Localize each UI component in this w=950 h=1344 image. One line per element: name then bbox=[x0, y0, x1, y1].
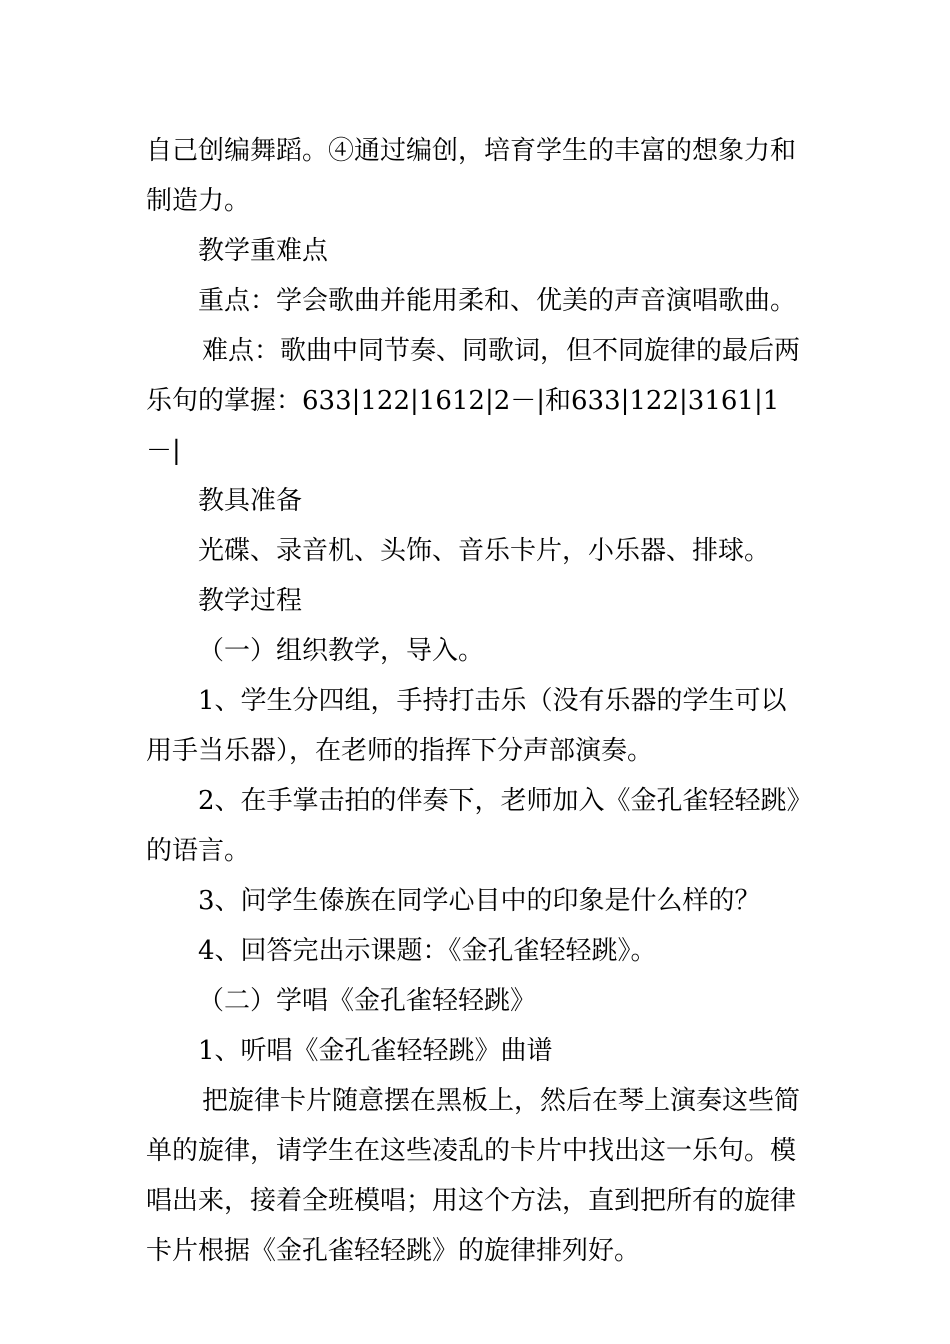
paragraph-difficulty: 难点：歌曲中同节奏、同歌词，但不同旋律的最后两乐句的掌握：633|122|1612|2－|和633|122|3161|1－| bbox=[146, 336, 801, 466]
section-one-title: （一）组织教学，导入。 bbox=[198, 636, 485, 666]
list-item-4: 4、回答完出示课题：《金孔雀轻轻跳》。 bbox=[198, 936, 657, 966]
heading-teaching-process: 教学过程 bbox=[198, 586, 303, 616]
paragraph-teaching-aids: 光碟、录音机、头饰、音乐卡片，小乐器、排球。 bbox=[198, 536, 771, 566]
section-two-title: （二）学唱《金孔雀轻轻跳》 bbox=[198, 986, 537, 1016]
paragraph-key-point: 重点：学会歌曲并能用柔和、优美的声音演唱歌曲。 bbox=[198, 286, 797, 316]
paragraph-melody-cards: 把旋律卡片随意摆在黑板上，然后在琴上演奏这些简单的旋律，请学生在这些凌乱的卡片中找出这一乐句。模唱出来，接着全班模唱；用这个方法，直到把所有的旋律卡片根据《金孔雀轻轻跳》的旋律排列好。 bbox=[146, 1086, 801, 1266]
heading-teaching-aids: 教具准备 bbox=[198, 486, 303, 516]
list-item-1: 1、学生分四组，手持打击乐（没有乐器的学生可以用手当乐器），在老师的指挥下分声部演奏。 bbox=[146, 686, 787, 766]
list-item-2: 2、在手掌击拍的伴奏下，老师加入《金孔雀轻轻跳》的语言。 bbox=[146, 786, 800, 866]
paragraph-continuation: 自己创编舞蹈。④通过编创，培育学生的丰富的想象力和制造力。 bbox=[146, 136, 797, 216]
heading-key-difficulties: 教学重难点 bbox=[198, 236, 329, 266]
section-two-item-1: 1、听唱《金孔雀轻轻跳》曲谱 bbox=[198, 1036, 553, 1066]
document-body bbox=[146, 126, 808, 1276]
list-item-3: 3、问学生傣族在同学心目中的印象是什么样的？ bbox=[198, 886, 761, 916]
